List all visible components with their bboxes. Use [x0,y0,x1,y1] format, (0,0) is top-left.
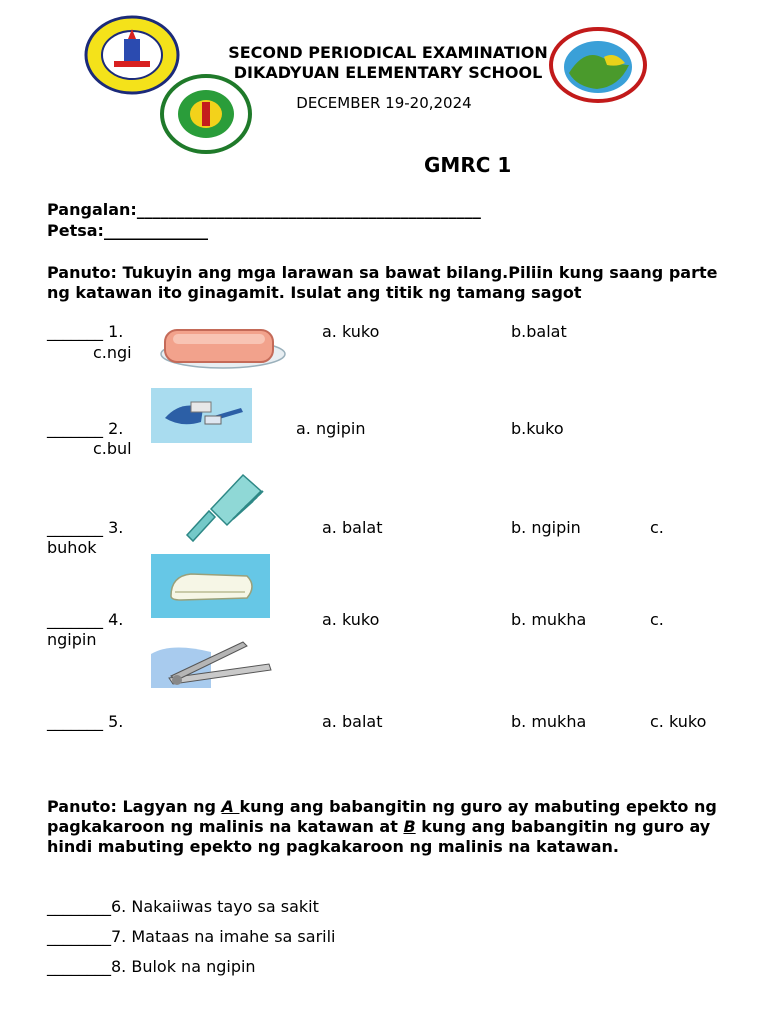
answer-blank: _______ [47,610,103,629]
exam-title: SECOND PERIODICAL EXAMINATION [228,43,548,62]
date-field[interactable] [47,221,208,240]
item-3-blank-num [47,518,123,538]
item-2-option-c: c.bul [93,439,132,458]
item-8 [47,957,256,977]
item-1-option-a: a. kuko [322,322,380,341]
item-4-option-a: a. kuko [322,610,380,629]
date-label: Petsa: [47,221,104,240]
soap-image [155,324,287,372]
item-5-blank-num [47,712,123,732]
date-blank: _____________ [103,221,208,240]
name-label: Pangalan: [47,200,137,219]
answer-blank: _______ [47,518,103,537]
answer-blank: ________ [47,957,111,976]
part1-instruction: Panuto: Tukuyin ang mga larawan sa bawat bilang.Piliin kung saang parte ng katawan ito ginagamit. Isulat ang titik ng tamang sagot [47,263,718,302]
item-number: 3. [108,518,124,537]
item-4-option-c: c. [650,610,664,629]
instruction-text: kung ang babangitin ng guro ay hindi mabuting epekto ng pagkakaroon ng malinis na katawan. [47,817,711,856]
item-number: 1. [108,322,124,341]
toothbrush-image [151,388,252,443]
item-text: 7. Mataas na imahe sa sarili [111,927,336,946]
item-number: 2. [108,419,124,438]
deped-logo [160,74,252,154]
item-1-blank-num [47,322,123,342]
item-3-option-b: b. ngipin [511,518,581,537]
item-5-option-c: c. kuko [650,712,707,731]
name-field[interactable] [47,200,481,219]
towel-image [151,554,270,618]
mark-a: A [221,797,240,816]
answer-blank: ________ [47,897,111,916]
item-4-blank-num [47,610,123,630]
item-number: 5. [108,712,124,731]
item-3-option-c-wrap: buhok [47,538,97,557]
answer-blank: _______ [47,712,103,731]
instruction-text: kung ang babangitin ng guro ay mabuting epekto ng pagkakaroon ng malinis na katawan at [47,797,717,836]
comb-image [181,471,267,543]
exam-date: DECEMBER 19-20,2024 [296,94,472,112]
item-4-option-b: b. mukha [511,610,587,629]
mark-b: B [403,817,416,836]
item-1-option-c: c.ngi [93,343,132,362]
item-5-option-b: b. mukha [511,712,587,731]
item-number: 4. [108,610,124,629]
answer-blank: _______ [47,322,103,341]
item-7 [47,927,335,947]
school-name: DIKADYUAN ELEMENTARY SCHOOL [233,63,543,82]
item-6 [47,897,319,917]
part2-instruction [47,797,727,857]
item-text: 8. Bulok na ngipin [111,957,256,976]
item-2-option-b: b.kuko [511,419,564,438]
name-blank: ___________________________________________ [136,200,481,219]
item-2-option-a: a. ngipin [296,419,366,438]
item-2-blank-num [47,419,123,439]
item-1-option-b: b.balat [511,322,567,341]
subject-title: GMRC 1 [424,153,512,177]
item-3-option-c: c. [650,518,664,537]
item-3-option-a: a. balat [322,518,383,537]
answer-blank: ________ [47,927,111,946]
nail-clipper-image [151,636,275,688]
answer-blank: _______ [47,419,103,438]
item-text: 6. Nakaiiwas tayo sa sakit [111,897,319,916]
item-5-option-a: a. balat [322,712,383,731]
instruction-text: Panuto: Lagyan ng [47,797,222,816]
item-4-option-c-wrap: ngipin [47,630,97,649]
